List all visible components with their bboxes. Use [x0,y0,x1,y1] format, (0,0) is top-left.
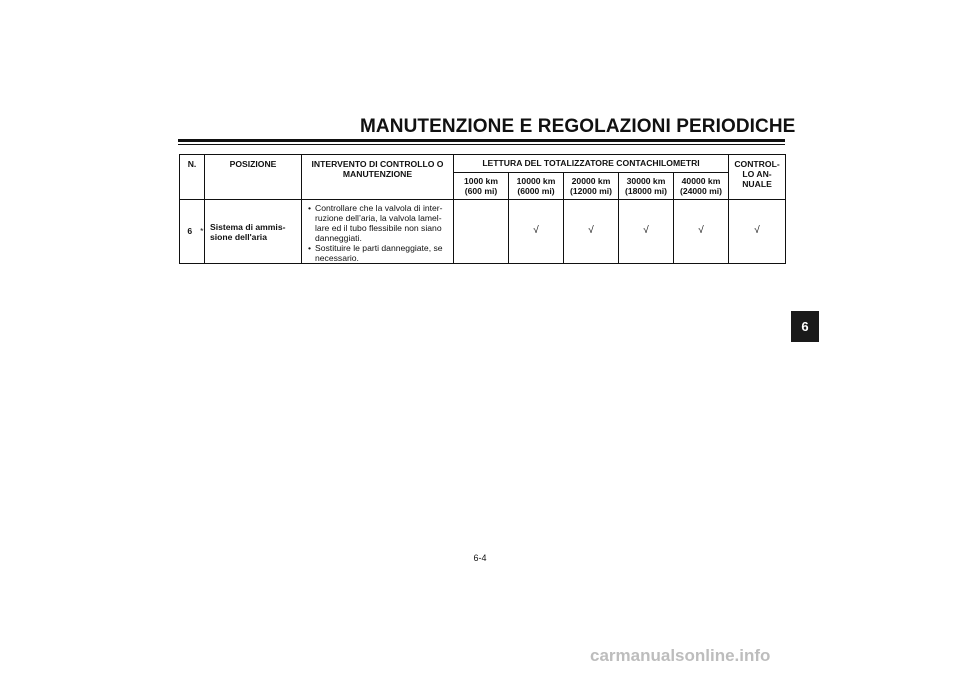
check-cell-annual: √ [729,200,786,264]
header-posizione: POSIZIONE [205,155,302,200]
list-item: • Sostituire le parti danneggiate, se necessario. [305,243,450,263]
row-work [302,200,454,264]
chapter-tab[interactable]: 6 [791,311,819,342]
header-n: N. [180,155,205,200]
header-interval-1: 1000 km (600 mi) [454,173,509,200]
row-star: * [200,200,205,264]
title-rule-thin [178,144,785,145]
table-row [180,200,786,264]
header-interval-3: 20000 km (12000 mi) [564,173,619,200]
check-cell-2: √ [509,200,564,264]
check-cell-1 [454,200,509,264]
header-interval-2: 10000 km (6000 mi) [509,173,564,200]
header-controllo-annuale: CONTROL- LO AN- NUALE [729,155,786,200]
header-interval-5: 40000 km (24000 mi) [674,173,729,200]
list-item: • Controllare che la valvola di inter- ruzione dell’aria, la valvola lamel- lare ed il tubo flessibile non siano danneggiati. [305,203,450,243]
header-lettura: LETTURA DEL TOTALIZZATORE CONTACHILOMETRI [454,155,729,173]
header-intervento: INTERVENTO DI CONTROLLO O MANUTENZIONE [302,155,454,200]
title-rule-thick [178,139,785,142]
row-position: Sistema di ammis- sione dell'aria [205,200,302,264]
check-cell-3: √ [564,200,619,264]
row-number: 6 [180,200,200,264]
check-cell-4: √ [619,200,674,264]
maintenance-table [179,154,786,264]
page-title: MANUTENZIONE E REGOLAZIONI PERIODICHE [360,116,796,137]
page-number: 6-4 [473,553,487,563]
watermark: carmanualsonline.info [590,646,771,665]
check-cell-5: √ [674,200,729,264]
header-interval-4: 30000 km (18000 mi) [619,173,674,200]
